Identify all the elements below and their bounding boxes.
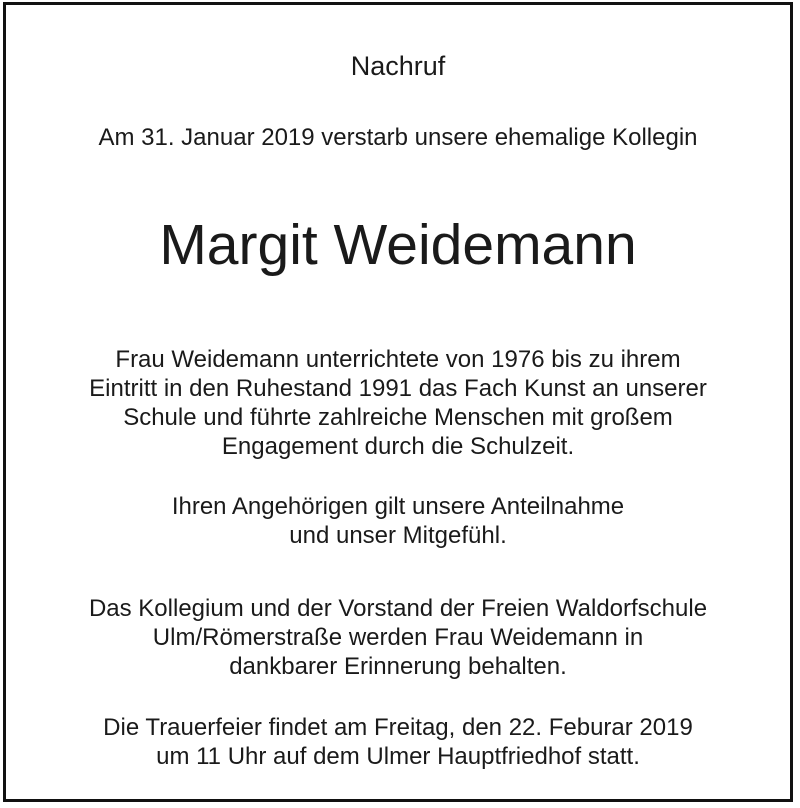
condolence-line: und unser Mitgefühl.	[289, 522, 507, 549]
biography-line: Schule und führte zahlreiche Menschen mit großem	[123, 404, 673, 431]
biography-line: Eintritt in den Ruhestand 1991 das Fach Kunst an unserer	[89, 375, 707, 402]
remembrance-line: Ulm/Römerstraße werden Frau Weidemann in	[152, 624, 644, 651]
remembrance-line: Das Kollegium und der Vorstand der Freien Waldorfschule	[88, 595, 708, 622]
notice-heading: Nachruf	[350, 51, 446, 81]
notice-intro: Am 31. Januar 2019 verstarb unsere ehemalige Kollegin	[98, 124, 698, 151]
deceased-name: Margit Weidemann	[159, 213, 637, 277]
biography-line: Frau Weidemann unterrichtete von 1976 bis zu ihrem	[115, 346, 681, 373]
biography-paragraph	[6, 345, 790, 461]
funeral-info-paragraph	[6, 713, 790, 771]
obituary-frame	[3, 2, 793, 802]
remembrance-line: dankbarer Erinnerung behalten.	[229, 653, 567, 680]
funeral-info-line: Die Trauerfeier findet am Freitag, den 22. Feburar 2019	[103, 714, 693, 741]
biography-line: Engagement durch die Schulzeit.	[221, 433, 575, 460]
condolence-paragraph	[6, 492, 790, 550]
funeral-info-line: um 11 Uhr auf dem Ulmer Hauptfriedhof statt.	[156, 743, 640, 770]
remembrance-paragraph	[6, 594, 790, 681]
condolence-line: Ihren Angehörigen gilt unsere Anteilnahme	[171, 493, 625, 520]
